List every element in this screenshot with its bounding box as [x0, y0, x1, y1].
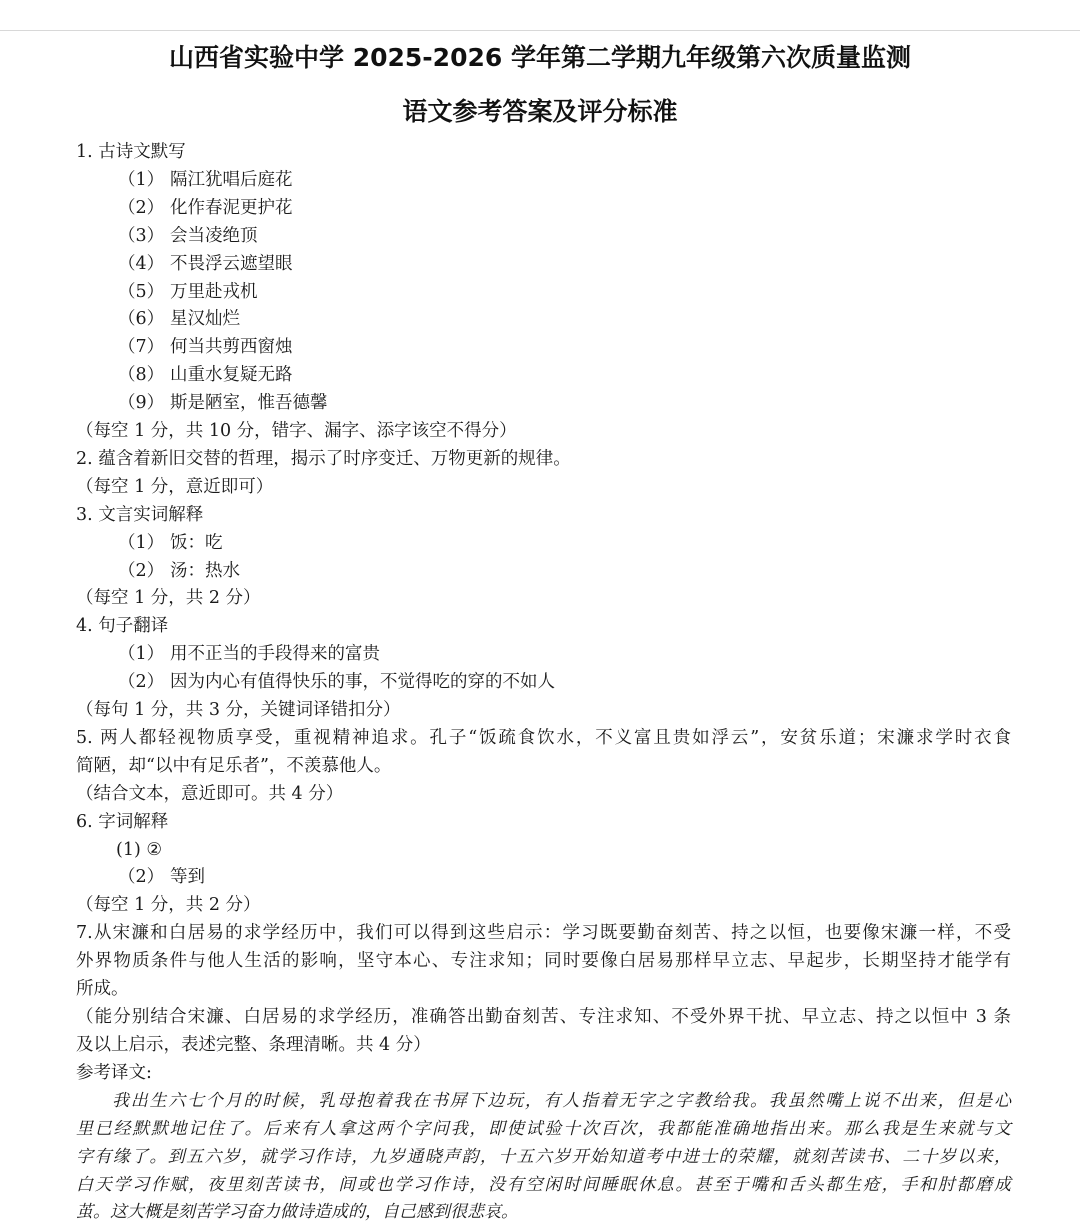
q4-item-text: 用不正当的手段得来的富贵 [170, 644, 380, 664]
document-title: 山西省实验中学 2025-2026 学年第二学期九年级第六次质量监测 [169, 43, 911, 72]
q1-item-num: （8） [118, 365, 165, 385]
translation-line: 里已经默默地记住了。后来有人拿这两个字问我，即使试验十次百次，我都能准确地指出来。那么我是生来就与文 [76, 1119, 1011, 1139]
q1-item [118, 196, 293, 220]
q7-answer-line3: 所成。 [76, 979, 129, 999]
q6-item [118, 865, 205, 889]
q6-item-num: （2） [118, 867, 165, 887]
q1-item-text: 会当凌绝顶 [170, 226, 258, 246]
page-top-border [0, 30, 1080, 31]
q1-item [118, 252, 293, 276]
translation-label: 参考译文: [76, 1063, 152, 1083]
q2-score-note: （每空 1 分，意近即可） [76, 477, 274, 497]
q1-item-num: （1） [118, 170, 165, 190]
q1-item-text: 万里赴戎机 [170, 282, 258, 302]
translation-line: 字有缘了。到五六岁，就学习作诗，九岁通晓声韵，十五六岁开始知道考中进士的荣耀，就刻苦读书、二十岁以来， [76, 1147, 1011, 1167]
q4-heading: 4. 句子翻译 [76, 616, 169, 636]
q6-item-text: 等到 [170, 867, 205, 887]
q5-answer-line2: 简陋，却“以中有足乐者”，不羡慕他人。 [76, 756, 392, 776]
q1-item-text: 隔江犹唱后庭花 [170, 170, 293, 190]
q7-answer-line1: 7.从宋濂和白居易的求学经历中，我们可以得到这些启示：学习既要勤奋刻苦、持之以恒，也要像宋濂一样，不受 [76, 923, 1011, 943]
translation-line: 白天学习作赋，夜里刻苦读书，间或也学习作诗，没有空闲时间睡眠休息。甚至于嘴和舌头都生疮，手和肘都磨成 [76, 1175, 1011, 1195]
q7-score-note-line2: 及以上启示，表述完整、条理清晰。共 4 分） [76, 1035, 431, 1055]
q1-item-num: （6） [118, 309, 165, 329]
q1-item-num: （3） [118, 226, 165, 246]
q1-item-num: （5） [118, 282, 165, 302]
q2-answer: 2. 蕴含着新旧交替的哲理，揭示了时序变迁、万物更新的规律。 [76, 449, 571, 469]
q1-item-num: （4） [118, 254, 165, 274]
q1-item-num: （2） [118, 198, 165, 218]
q1-item [118, 391, 328, 415]
q1-item-num: （7） [118, 337, 165, 357]
q1-heading: 1. 古诗文默写 [76, 142, 186, 162]
q1-item-text: 星汉灿烂 [170, 309, 240, 329]
q6-item: (1) ② [116, 840, 163, 860]
q3-item [118, 559, 240, 583]
q5-answer-line1: 5. 两人都轻视物质享受，重视精神追求。孔子“饭疏食饮水，不义富且贵如浮云”，安贫乐道；宋濂求学时衣食 [76, 728, 1011, 748]
q1-item [118, 307, 240, 331]
q6-heading: 6. 字词解释 [76, 812, 169, 832]
q4-item-num: （1） [118, 644, 165, 664]
q6-score-note: （每空 1 分，共 2 分） [76, 895, 261, 915]
q7-answer-line2: 外界物质条件与他人生活的影响，坚守本心、专注求知；同时要像白居易那样早立志、早起步，长期坚持才能学有 [76, 951, 1011, 971]
q1-item [118, 280, 258, 304]
q1-item-text: 山重水复疑无路 [170, 365, 293, 385]
q1-item-num: （9） [118, 393, 165, 413]
translation-line: 我出生六七个月的时候，乳母抱着我在书屏下边玩，有人指着无字之字教给我。我虽然嘴上说不出来，但是心 [112, 1091, 1011, 1111]
q1-score-note: （每空 1 分，共 10 分，错字、漏字、添字该空不得分） [76, 421, 517, 441]
q1-item-text: 何当共剪西窗烛 [170, 337, 293, 357]
q4-item [118, 642, 380, 666]
q4-item-num: （2） [118, 672, 165, 692]
q3-item-num: （1） [118, 533, 165, 553]
q1-item-text: 化作春泥更护花 [170, 198, 293, 218]
document-subtitle: 语文参考答案及评分标准 [402, 97, 678, 126]
q1-item [118, 335, 293, 359]
q3-item-text: 饭：吃 [170, 533, 223, 553]
q3-item-text: 汤：热水 [170, 561, 240, 581]
q4-item [118, 670, 555, 694]
q4-score-note: （每句 1 分，共 3 分，关键词译错扣分） [76, 700, 401, 720]
q4-item-text: 因为内心有值得快乐的事，不觉得吃的穿的不如人 [170, 672, 555, 692]
q1-item [118, 168, 293, 192]
q3-heading: 3. 文言实词解释 [76, 505, 204, 525]
q7-score-note-line1: （能分别结合宋濂、白居易的求学经历，准确答出勤奋刻苦、专注求知、不受外界干扰、早立志、持之以恒中 3 条 [76, 1007, 1011, 1027]
q3-item-num: （2） [118, 561, 165, 581]
q5-score-note: （结合文本，意近即可。共 4 分） [76, 784, 344, 804]
translation-line: 茧。这大概是刻苦学习奋力做诗造成的，自己感到很悲哀。 [76, 1202, 518, 1222]
q1-item [118, 224, 258, 248]
q1-item-text: 不畏浮云遮望眼 [170, 254, 293, 274]
q1-item [118, 363, 293, 387]
q3-score-note: （每空 1 分，共 2 分） [76, 588, 261, 608]
q3-item [118, 531, 223, 555]
q1-item-text: 斯是陋室，惟吾德馨 [170, 393, 328, 413]
